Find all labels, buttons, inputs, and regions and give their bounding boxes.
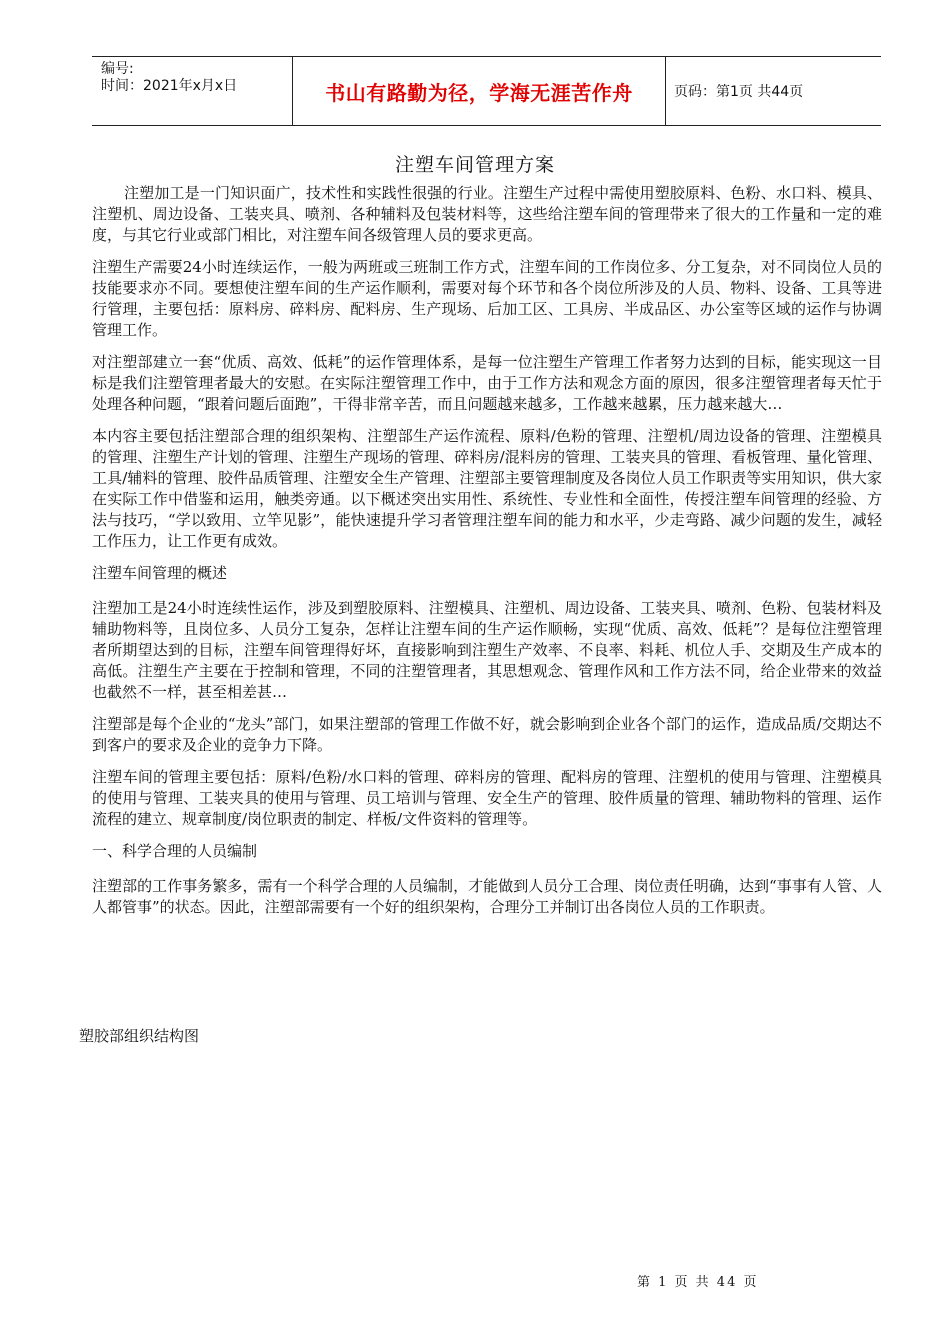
section-heading-staffing: 一、科学合理的人员编制 [92, 842, 258, 860]
paragraph: 本内容主要包括注塑部合理的组织架构、注塑部生产运作流程、原料/色粉的管理、注塑机/周边设备的管理、注塑模具的管理、注塑生产计划的管理、注塑生产现场的管理、碎料房/混料房的管理、工装夹具的管理、看板管理、量化管理、工具/辅料的管理、胶件品质管理、注塑安全生产管理、注塑部主要管理制度及各岗位人员工作职责等实用知识，供大家在实际工作中借鉴和运用，触类旁通。以下概述突出实用性、系统性、专业性和全面性，传授注塑车间管理的经验、方法与技巧，“学以致用、立竿见影”，能快速提升学习者管理注塑车间的能力和水平，少走弯路、减少问题的发生，减轻工作压力，让工作更有成效。 [92, 427, 882, 550]
document-title: 注塑车间管理方案 [394, 154, 555, 176]
paragraph: 对注塑部建立一套“优质、高效、低耗”的运作管理体系，是每一位注塑生产管理工作者努力达到的目标，能实现这一目标是我们注塑管理者最大的安慰。在实际注塑管理工作中，由于工作方法和观念方面的原因，很多注塑管理者每天忙于处理各种问题，“跟着问题后面跑”，干得非常辛苦，而且问题越来越多，工作越来越累，压力越来越大… [92, 353, 882, 413]
section-heading-overview: 注塑车间管理的概述 [92, 564, 228, 582]
paragraph: 注塑加工是24小时连续性运作，涉及到塑胶原料、注塑模具、注塑机、周边设备、工装夹具、喷剂、色粉、包装材料及辅助物料等，且岗位多、人员分工复杂，怎样让注塑车间的生产运作顺畅，实现“优质、高效、低耗”？是每位注塑管理者所期望达到的目标，注塑车间管理得好坏，直接影响到注塑生产效率、不良率、料耗、机位人手、交期及生产成本的高低。注塑生产主要在于控制和管理，不同的注塑管理者，其思想观念、管理作风和工作方法不同，给企业带来的效益也截然不一样，甚至相差甚… [92, 599, 882, 701]
paragraph: 注塑生产需要24小时连续运作，一般为两班或三班制工作方式，注塑车间的工作岗位多、分工复杂，对不同岗位人员的技能要求亦不同。要想使注塑车间的生产运作顺利，需要对每个环节和各个岗位所涉及的人员、物料、设备、工具等进行管理，主要包括：原料房、碎料房、配料房、生产现场、后加工区、工具房、半成品区、办公室等区域的运作与协调管理工作。 [92, 258, 882, 339]
serial-label: 编号: [101, 61, 134, 77]
document-body [92, 183, 882, 929]
org-chart-caption: 塑胶部组织结构图 [79, 1027, 200, 1045]
header-meta [92, 57, 292, 125]
paragraph: 注塑车间的管理主要包括：原料/色粉/水口料的管理、碎料房的管理、配料房的管理、注塑机的使用与管理、注塑模具的使用与管理、工装夹具的使用与管理、员工培训与管理、安全生产的管理、胶件质量的管理、辅助物料的管理、运作流程的建立、规章制度/岗位职责的制定、样板/文件资料的管理等。 [92, 768, 882, 828]
header-motto: 书山有路勤为径，学海无涯苦作舟 [292, 57, 666, 125]
page-footer: 第 1 页 共 44 页 [637, 1275, 759, 1290]
paragraph-intro: 注塑加工是一门知识面广，技术性和实践性很强的行业。注塑生产过程中需使用塑胶原料、色粉、水口料、模具、注塑机、周边设备、工装夹具、喷剂、各种辅料及包装材料等，这些给注塑车间的管理带来了很大的工作量和一定的难度，与其它行业或部门相比，对注塑车间各级管理人员的要求更高。 [92, 184, 882, 244]
time-label: 时间：2021年x月x日 [101, 78, 238, 94]
paragraph: 注塑部是每个企业的“龙头”部门，如果注塑部的管理工作做不好，就会影响到企业各个部门的运作，造成品质/交期达不到客户的要求及企业的竞争力下降。 [92, 715, 882, 754]
paragraph: 注塑部的工作事务繁多，需有一个科学合理的人员编制，才能做到人员分工合理、岗位责任明确，达到“事事有人管、人人都管事”的状态。因此，注塑部需要有一个好的组织架构，合理分工并制订出各岗位人员的工作职责。 [92, 877, 882, 916]
page-header [92, 56, 881, 126]
header-page-info: 页码：第1页 共44页 [674, 84, 804, 100]
